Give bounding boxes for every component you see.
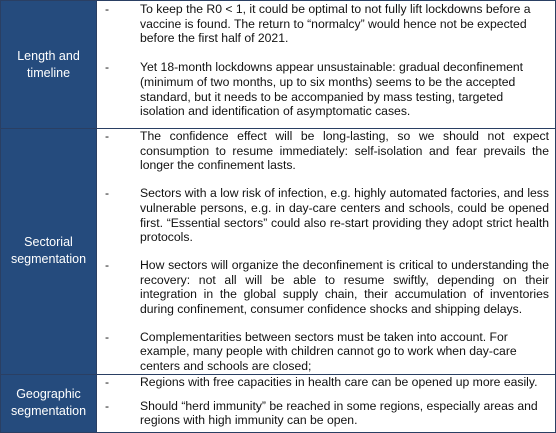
row-heading-geographic-segmentation: Geographic segmentation <box>1 374 97 432</box>
list-item <box>97 375 555 390</box>
list-item <box>97 129 555 173</box>
bullet-text: Should “herd immunity” be reached in some regions, especially areas and regions with high immunity can be open. <box>140 398 538 428</box>
bullet-marker: - <box>105 257 110 272</box>
bullet-marker: - <box>105 2 110 16</box>
bullet-text: The confidence effect will be long-lasting, so we should not expect consumption to resume immediately: self-isolation and fear prevails the longer the confinement lasts. <box>140 129 549 173</box>
bullet-text: How sectors will organize the deconfinement is critical to understanding the recovery: not all will be able to resume swiftly, depending on their integration in the global supply chain, their accumulation of inventories during confinement, consumer confidence shocks and shipping delays. <box>140 257 549 317</box>
row-heading-sectorial-segmentation: Sectorial segmentation <box>1 129 97 375</box>
bullet-marker: - <box>105 60 110 75</box>
list-item <box>97 258 555 317</box>
list-item <box>97 2 555 46</box>
list-item <box>97 186 555 245</box>
bullet-marker: - <box>105 398 110 413</box>
table-row <box>1 129 556 375</box>
bullet-text: Sectors with a low risk of infection, e.g. highly automated factories, and less vulnerable persons, e.g. in day-care centers and schools, could be opened first. “Essential sectors” could also re-start providing they adopt strict health protocols. <box>140 186 549 245</box>
list-item <box>97 60 555 119</box>
bullet-marker: - <box>105 329 110 344</box>
list-item <box>97 330 555 374</box>
row-content <box>97 1 556 129</box>
table-row <box>1 1 556 129</box>
row-heading-length-timeline: Length and timeline <box>1 1 97 129</box>
bullet-text: Regions with free capacities in health care can be opened up more easily. <box>140 374 538 389</box>
bullet-text: To keep the R0 < 1, it could be optimal to not fully lift lockdowns before a vaccine is found. The return to “normalcy” would hence not be expected before the first half of 2021. <box>140 2 531 46</box>
bullet-marker: - <box>105 129 110 143</box>
bullet-marker: - <box>105 374 110 389</box>
bullet-text: Complementarities between sectors must be taken into account. For example, many people with children cannot go to work when day-care centers and schools are closed; <box>140 329 517 374</box>
bullet-marker: - <box>105 186 110 201</box>
bullet-text: Yet 18-month lockdowns appear unsustainable: gradual deconfinement (minimum of two months, up to six months) seems to be the accepted standard, but it needs to be accompanied by mass testing, targeted isolation and identification of asymptomatic cases. <box>140 60 524 119</box>
row-content <box>97 129 556 375</box>
